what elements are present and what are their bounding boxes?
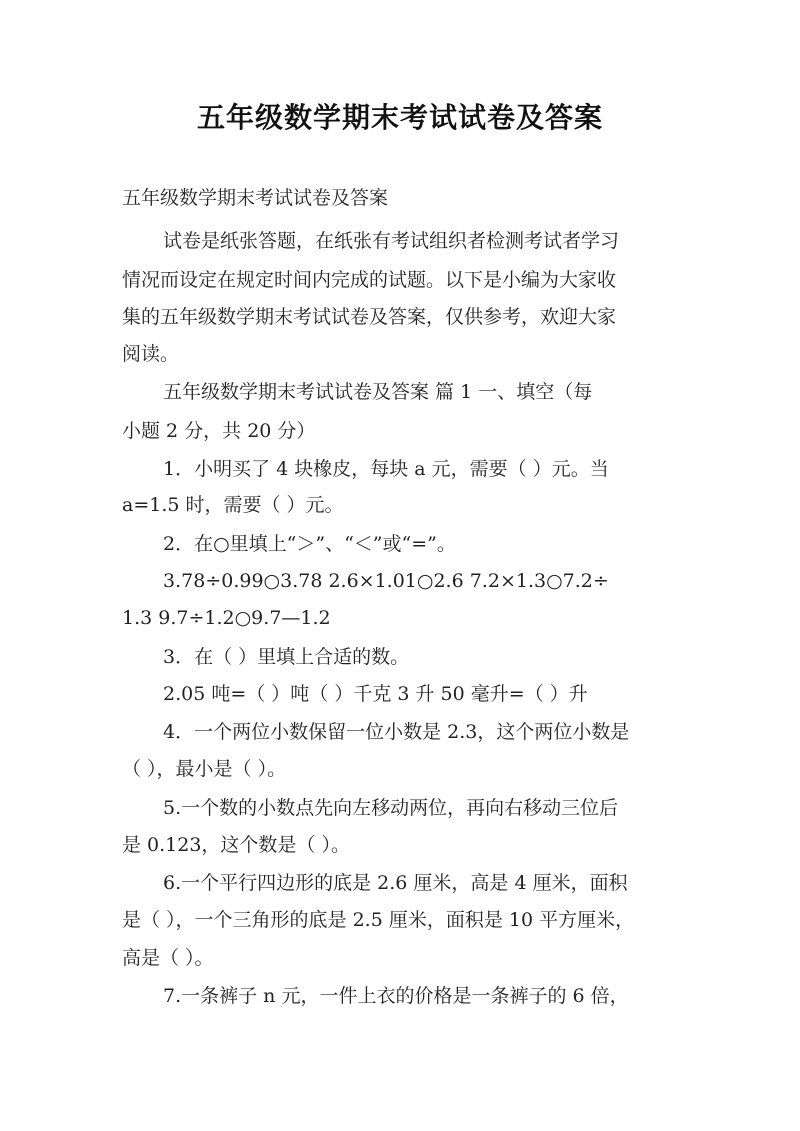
question-3-items-line: 2.05 吨=（ ）吨（ ）千克 3 升 50 毫升=（ ）升 xyxy=(163,683,588,705)
document-title: 五年级数学期末考试试卷及答案 xyxy=(196,101,603,134)
question-6-line-1: 6.一个平行四边形的底是 2.6 厘米，高是 4 厘米，面积 xyxy=(163,872,628,894)
question-2-expressions-line-1: 3.78÷0.99○3.78 2.6×1.01○2.6 7.2×1.3○7.2÷ xyxy=(163,570,609,592)
question-4-line-1: 4．一个两位小数保留一位小数是 2.3，这个两位小数是 xyxy=(163,721,630,743)
section-heading-line-2: 小题 2 分，共 20 分） xyxy=(122,420,316,442)
subtitle-line: 五年级数学期末考试试卷及答案 xyxy=(122,187,389,209)
question-6-line-2: 是（ ），一个三角形的底是 2.5 厘米，面积是 10 平方厘米， xyxy=(122,909,635,931)
intro-line-2: 情况而设定在规定时间内完成的试题。以下是小编为大家收 xyxy=(122,269,617,291)
intro-line-3: 集的五年级数学期末考试试卷及答案，仅供参考，欢迎大家 xyxy=(122,306,617,328)
question-1-line-2: a=1.5 时，需要（ ）元。 xyxy=(122,494,344,516)
question-2-line: 2．在○里填上“＞”、“＜”或“=”。 xyxy=(163,533,456,555)
question-2-expressions-line-2: 1.3 9.7÷1.2○9.7—1.2 xyxy=(122,607,331,629)
intro-line-1: 试卷是纸张答题，在纸张有考试组织者检测考试者学习 xyxy=(163,230,620,252)
question-1-line-1: 1．小明买了 4 块橡皮，每块 a 元，需要（ ）元。当 xyxy=(163,458,609,480)
question-4-line-2: （ ），最小是（ ）。 xyxy=(122,758,287,780)
intro-line-4: 阅读。 xyxy=(122,343,180,365)
question-7-line-1: 7.一条裤子 n 元，一件上衣的价格是一条裤子的 6 倍， xyxy=(163,985,629,1007)
question-5-line-2: 是 0.123，这个数是（ ）。 xyxy=(122,834,350,856)
question-6-line-3: 高是（ ）。 xyxy=(122,947,214,969)
question-5-line-1: 5.一个数的小数点先向左移动两位，再向右移动三位后 xyxy=(163,797,619,819)
section-heading-line-1: 五年级数学期末考试试卷及答案 篇 1 一、填空（每 xyxy=(163,381,593,403)
question-3-line: 3．在（ ）里填上合适的数。 xyxy=(163,646,410,668)
